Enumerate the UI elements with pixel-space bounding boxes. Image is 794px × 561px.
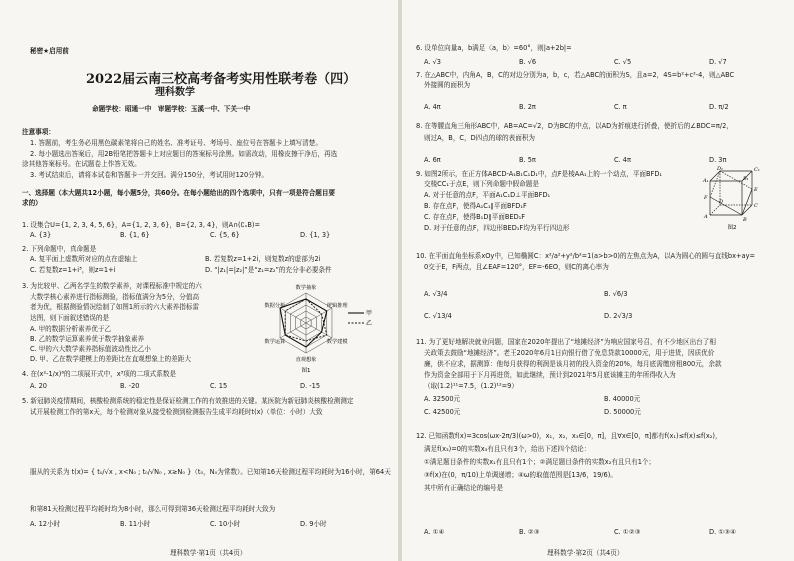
answer-option: B. 存在点F，使得A₁C₁∥平面BFD₁F	[424, 202, 527, 210]
question-stem: 3. 为比较甲、乙两名学生的数学素养，对课程标准中规定的六	[22, 282, 202, 290]
answer-option: C. ①②③	[614, 528, 641, 536]
answer-option: D. 对于任意的点F，四边形BED₁F均为平行四边形	[424, 224, 570, 232]
answer-option: D. {1, 3}	[300, 231, 331, 239]
secret-label: 秘密★启用前	[30, 47, 69, 55]
answer-option: A. 复平面上虚数所对应的点在虚轴上	[30, 255, 138, 263]
cube-edge	[742, 205, 752, 215]
cube-vertex-label: A	[704, 214, 708, 220]
answer-option: D. 2√3/3	[604, 312, 633, 320]
answer-option: C. 10小时	[210, 520, 241, 528]
cube-vertex-label: F	[704, 195, 708, 201]
answer-option: D. -15	[300, 382, 321, 390]
answer-option: B. √6	[519, 58, 537, 66]
question-stem: 0交于E，F两点，且∠EAF=120°，EF=-6EO，则C的离心率为	[424, 262, 609, 271]
radar-legend-label: 甲	[366, 310, 373, 317]
answer-option: A. 20	[30, 382, 47, 390]
answer-option: A. 32500元	[424, 395, 461, 403]
answer-option: B. ②③	[519, 528, 540, 536]
question-stem: ①满足题目条件的实数x₁有且只有1个；②满足题目条件的实数x₂有且只有1个；	[424, 458, 656, 466]
question-stem: 10. 在平面直角坐标系xOy中，已知椭圆C：x²/a²+y²/b²=1(a>b>0)的左焦点为A，以A为圆心的圆与直线bx+ay=	[416, 252, 756, 260]
right-footer: 理科数学·第2页（共4页）	[547, 549, 624, 557]
question-stem: 2. 下列命题中，真命题是	[22, 245, 97, 253]
cube-vertex-label: A₁	[703, 178, 709, 184]
notice-line: 2. 每小题选出答案后，用2B铅笔把答题卡上对应题目的答案标号涂黑。如需改动，用橡皮擦干净后，再选	[30, 150, 338, 158]
cube-vertex-label: D	[719, 199, 724, 205]
cube-vertex-label: E	[754, 187, 758, 193]
right-page	[402, 0, 794, 561]
radar-axis-label: 逻辑推理	[326, 303, 348, 309]
answer-option: A. 6π	[424, 156, 441, 164]
answer-option: B. 2π	[519, 103, 536, 111]
answer-option: C. 4π	[614, 156, 631, 164]
radar-axis-line	[306, 323, 332, 338]
answer-option: B. 40000元	[604, 395, 641, 403]
answer-option: A. 甲的数据分析素养优于乙	[30, 325, 112, 333]
radar-axis-label: 直观想象	[295, 357, 317, 363]
question-stem: 满足f(x₃)=0的实数x₃有且只有3个，给出下述四个结论：	[424, 445, 591, 453]
question-stem: 7. 在△ABC中，内角A，B，C的对边分别为a，b，c，若△ABC的面积为S，且a=2，4S=b²+c²-4，则△ABC	[416, 71, 735, 79]
question-stem: 5. 新冠肺炎疫情期间，核酸检测系统的稳定性是保证检测工作的有效推进的关键。某医院为新冠肺炎核酸检测测定	[22, 397, 354, 405]
radar-legend-label: 乙	[366, 320, 373, 327]
exam-title: 2022届云南三校高考备考实用性联考卷（四）	[86, 72, 357, 87]
question-stem: 和第81天检测过程平均耗时均为8小时，那么可得到第36天检测过程平均耗时大致为	[30, 505, 276, 513]
question-stem: 11. 为了更好地解决就业问题，国家在2020年提出了“地摊经济”为响应国家号召，有不少地区出台了相	[416, 338, 716, 346]
answer-option: B. 5π	[519, 156, 536, 164]
question-stem: （取(1.2)¹¹=7.5，(1.2)¹²=9）	[424, 382, 518, 390]
answer-option: D. 3π	[709, 156, 727, 164]
question-stem: 关政策去鼓励“地摊经济”。老王2020年6月1日向银行借了免息贷款10000元，用于进货，因质优价	[424, 349, 715, 357]
question-stem: 大数学核心素养进行指标测验，指标值满分为5分，分值高	[30, 292, 200, 301]
answer-option: C. 存在点F，使得B₁D∥平面BED₁F	[424, 213, 526, 221]
answer-option: C. π	[614, 103, 627, 111]
radar-axis-label: 数学抽象	[295, 285, 317, 291]
cube-caption: 图2	[727, 225, 737, 231]
question-stem: 外接圆的面积为	[424, 81, 471, 89]
answer-option: C. {5, 6}	[210, 231, 240, 239]
left-footer: 理科数学·第1页（共4页）	[170, 549, 247, 557]
answer-option: D. “|z₁|=|z₂|”是“z₁=z₂”的充分非必要条件	[205, 266, 332, 274]
schools-line: 命题学校：昭通一中 审题学校：玉溪一中、下关一中	[92, 105, 251, 113]
section1-line1: 一、选择题（本大题共12小题，每小题5分，共60分。在每小题给出的四个选项中，只有一项是符合题目要	[22, 189, 336, 197]
question-stem: 作为资金全部用于下月再进货，如此继续，预计到2021年5月底该摊主的年所得收入为	[424, 371, 676, 379]
answer-option: D. 50000元	[604, 408, 641, 416]
cube-vertex-label: B	[743, 217, 747, 223]
radar-axis-label: 数据分析	[264, 303, 286, 309]
question-stem: 1. 设集合U={1, 2, 3, 4, 5, 6}，A={1, 2, 3, 6}，B={2, 3, 4}，则A∩(∁ᵤB)=	[22, 221, 260, 229]
question-stem: 其中所有正确结论的编号是	[424, 484, 504, 492]
answer-option: D. ①③④	[709, 528, 737, 536]
answer-option: A. 4π	[424, 103, 441, 111]
question-stem: 者为优，根据测验情况绘制了如图1所示的六大素养指标雷	[30, 303, 200, 312]
answer-option: C. 甲的六大数学素养指标值波动性比乙小	[30, 345, 151, 353]
radar-axis-line	[280, 308, 306, 323]
answer-option: C. 42500元	[424, 408, 461, 416]
answer-option: B. 乙的数学运算素养优于数学抽象素养	[30, 335, 145, 343]
answer-option: D. √7	[709, 58, 727, 66]
section1-line2: 求的）	[22, 199, 42, 207]
notes-heading: 注意事项：	[22, 128, 55, 136]
answer-option: A. √3	[424, 58, 441, 66]
answer-option: A. √3/4	[424, 290, 448, 298]
answer-option: D. 9小时	[300, 520, 327, 528]
radar-caption: 图1	[301, 368, 311, 374]
cube-edge	[710, 171, 720, 197]
question-stem: 8. 在等腰直角三角形ABC中，AB=AC=√2，D为BC的中点，以AD为折痕进行折叠，使折后的∠BDC=π/2，	[416, 122, 733, 130]
answer-option: B. {1, 6}	[120, 231, 150, 239]
answer-option: B. √6/3	[604, 290, 628, 298]
cube-vertex-label: B₁	[743, 176, 749, 182]
cube-edge	[710, 197, 742, 215]
answer-option: C. √13/4	[424, 312, 452, 320]
cube-edge	[710, 205, 720, 215]
answer-option: D. 甲、乙在数学建模上的差距比在直观想象上的差距大	[30, 355, 191, 363]
cube-vertex-label: D₁	[717, 166, 724, 172]
cube-vertex-label: C	[754, 203, 758, 209]
radar-axis-label: 数学运算	[264, 339, 286, 345]
cube-figure	[702, 165, 772, 231]
cube-edge	[742, 189, 752, 215]
answer-option: C. √5	[614, 58, 632, 66]
question-stem: 服从的关系为 t(x)= { t₀/√x , x<N₀ ; t₀/√N₀ , x≥N₀ }（t₀，N₀为常数）。已知第16天检测过程平均耗时为16小时，第64天	[30, 468, 391, 476]
question-stem: 交棱CC₁于点E，则下列命题中假命题是	[424, 180, 539, 188]
notice-line: 涂其他答案标号。在试题卷上作答无效。	[22, 160, 141, 168]
question-stem: 9. 如图2所示，在正方体ABCD-A₁B₁C₁D₁中，点F是棱AA₁上的一个动点，平面BFD₁	[416, 170, 663, 178]
question-stem: 12. 已知函数f(x)=3cos(ωx-2π/3)(ω>0)，x₁，x₂，x₃∈[0，π]，且∀x∈[0，π]都有f(x₁)≤f(x)≤f(x₂)，	[416, 432, 722, 440]
question-stem: 则过A，B，C，D四点的球的表面积为	[424, 134, 536, 142]
radar-chart-figure	[248, 275, 378, 375]
answer-option: B. 若复数z=1+2i，则复数z的虚部为2i	[205, 255, 321, 263]
exam-subject: 理科数学	[155, 87, 195, 98]
answer-option: B. 11小时	[120, 520, 151, 528]
answer-option: C. 若复数z=1+i³，则z=1+i	[30, 266, 116, 274]
radar-axis-label: 数学建模	[326, 339, 348, 345]
question-stem: 4. 在(x²-1/x)⁶的二项展开式中，x³项的二项式系数是	[22, 370, 177, 378]
question-stem: 廉，供不应求，据测算：他每月获得的利润是该月初的投入资金的20%，每月底需缴房租800元，余款	[424, 360, 722, 368]
question-stem: ③f(x)在(0，π/10)上单调递增；④ω的取值范围是[13/6，19/6)。	[424, 471, 617, 479]
answer-option: D. π/2	[709, 103, 729, 111]
notice-line: 1. 答题前，考生务必用黑色碳素笔将自己的姓名、准考证号、考场号、座位号在答题卡上填写清楚。	[30, 139, 322, 147]
answer-option: C. 15	[210, 382, 228, 390]
cube-edge	[710, 171, 720, 181]
question-stem: 试开展检测工作的第x天，每个检测对象从接受检测到检测报告生成平均耗时t(x)（单位：小时）大致	[30, 407, 323, 416]
notice-line: 3. 考试结束后，请将本试卷和答题卡一并交回。满分150分，考试用时120分钟。	[30, 171, 268, 179]
cube-vertex-label: C₁	[754, 167, 760, 173]
answer-option: A. 12小时	[30, 520, 61, 528]
answer-option: A. 对于任意的点F，平面A₁C₁D⊥平面BFD₁	[424, 191, 551, 199]
answer-option: A. ①④	[424, 528, 445, 536]
answer-option: B. -20	[120, 382, 140, 390]
question-stem: 达图，则下面叙述错误的是	[30, 313, 110, 322]
radar-axis-line	[306, 308, 332, 323]
question-stem: 6. 设单位向量a，b满足〈a，b〉=60°，则|a+2b|=	[416, 44, 572, 52]
answer-option: A. {3}	[30, 231, 52, 239]
